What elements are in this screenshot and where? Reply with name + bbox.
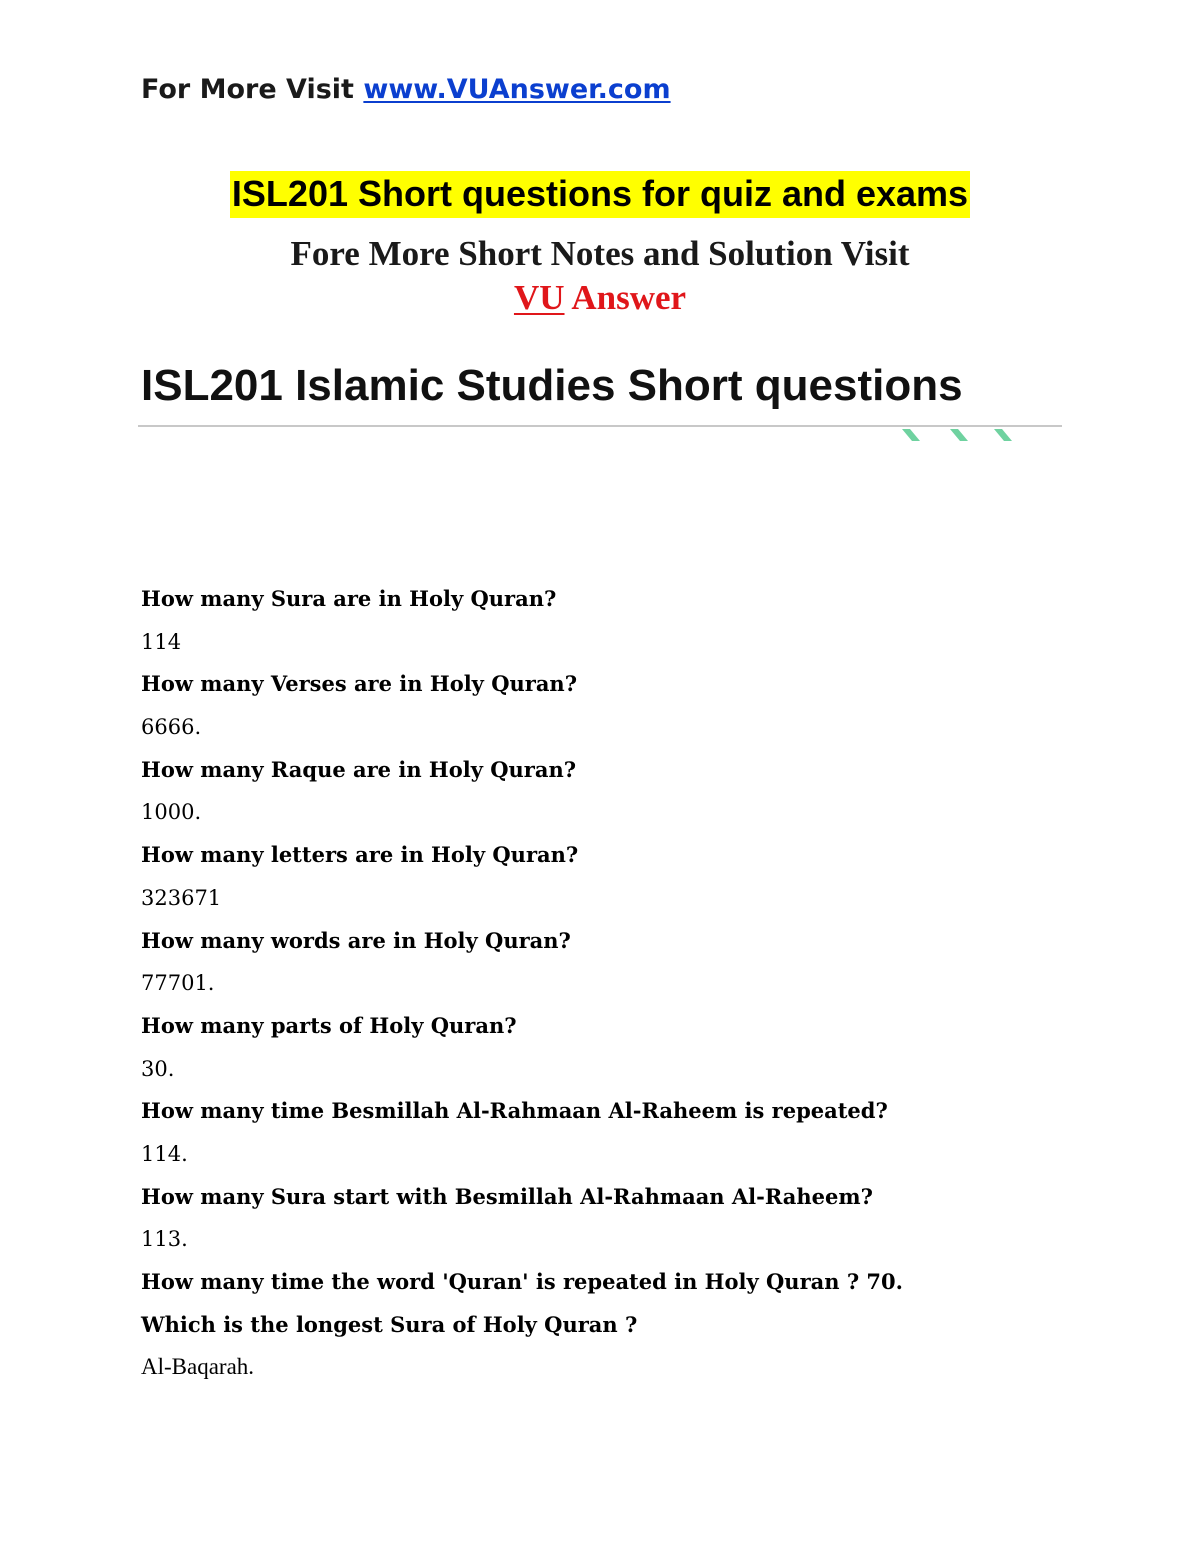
question-text: How many words are in Holy Quran? (141, 927, 571, 953)
question-text: How many Sura are in Holy Quran? (141, 586, 557, 611)
question-text: How many Sura start with Besmillah Al-Rahmaan Al-Raheem? (141, 1183, 873, 1209)
decorative-ticks-icon (880, 427, 1020, 447)
main-heading: ISL201 Islamic Studies Short questions (141, 361, 963, 410)
answer-text: 77701. (141, 971, 215, 996)
brand-vu[interactable]: VU (513, 278, 565, 317)
answer-text: 1000. (141, 800, 202, 825)
website-link[interactable]: www.VUAnswer.com (363, 74, 671, 105)
highlighted-title (0, 172, 1200, 216)
question-text: Which is the longest Sura of Holy Quran ? (141, 1311, 638, 1337)
answer-text: 114 (141, 629, 182, 654)
answer-text: 6666. (141, 715, 202, 740)
tick-mark (950, 429, 968, 441)
answer-text: 114. (141, 1141, 188, 1166)
question-text: How many parts of Holy Quran? (141, 1012, 517, 1038)
qa-list (141, 583, 1101, 1394)
question-text: How many Verses are in Holy Quran? (141, 671, 577, 697)
brand-line[interactable] (0, 277, 1200, 319)
answer-text: 113. (141, 1227, 188, 1252)
question-text: How many time Besmillah Al-Rahmaan Al-Raheem is repeated? (141, 1098, 888, 1124)
question-text: How many letters are in Holy Quran? (141, 842, 579, 868)
question-text: How many Raque are in Holy Quran? (141, 756, 577, 782)
subtitle: Fore More Short Notes and Solution Visit (290, 234, 910, 273)
header-prefix: For More Visit (141, 74, 354, 105)
highlighted-title-text: ISL201 Short questions for quiz and exams (230, 171, 970, 218)
question-text: How many time the word 'Quran' is repeated in Holy Quran ? 70. (141, 1269, 903, 1294)
answer-text: Al-Baqarah. (141, 1354, 255, 1380)
brand-answer[interactable]: Answer (564, 278, 687, 317)
tick-mark (994, 429, 1012, 441)
tick-mark (902, 429, 920, 441)
answer-text: 323671 (141, 885, 222, 910)
answer-text: 30. (141, 1056, 175, 1081)
header-visit-line (141, 74, 671, 105)
